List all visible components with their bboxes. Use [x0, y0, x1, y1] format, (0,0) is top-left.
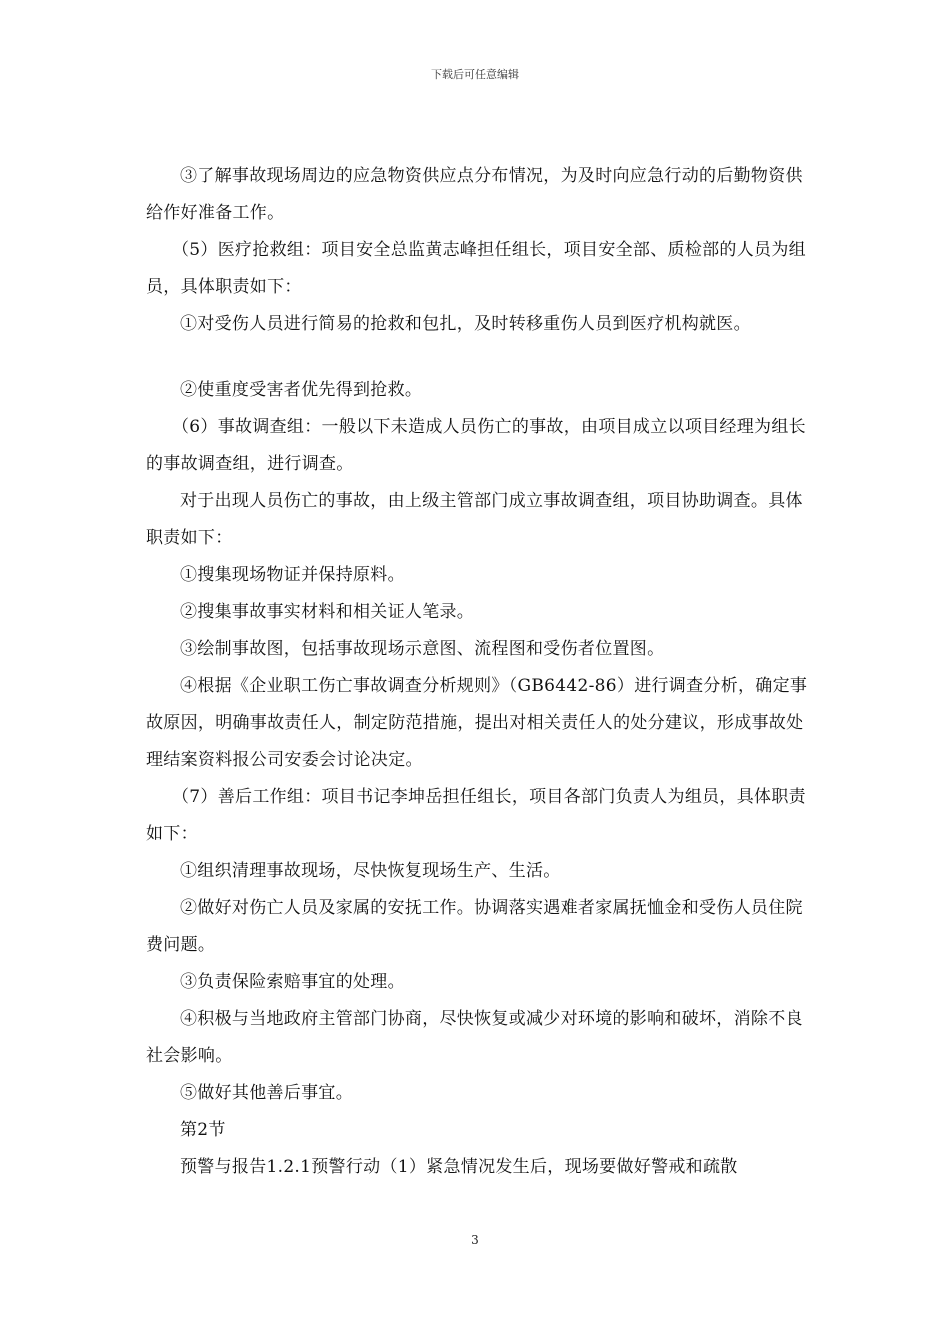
paragraph: ①组织清理事故现场，尽快恢复现场生产、生活。 — [180, 861, 561, 881]
paragraph: （7）善后工作组：项目书记李坤岳担任组长，项目各部门负责人为组员，具体职责如下： — [146, 787, 806, 844]
paragraph: ①对受伤人员进行简易的抢救和包扎，及时转移重伤人员到医疗机构就医。 — [180, 314, 751, 334]
paragraph: ③了解事故现场周边的应急物资供应点分布情况，为及时向应急行动的后勤物资供给作好准备工作。 — [146, 166, 803, 223]
document-body — [146, 158, 814, 1186]
paragraph: （5）医疗抢救组：项目安全总监黄志峰担任组长，项目安全部、质检部的人员为组员，具体职责如下： — [146, 240, 806, 297]
section-heading: 第2节 — [180, 1120, 226, 1140]
paragraph: 对于出现人员伤亡的事故，由上级主管部门成立事故调查组，项目协助调查。具体职责如下： — [146, 491, 803, 548]
paragraph: ④积极与当地政府主管部门协商，尽快恢复或减少对环境的影响和破坏，消除不良社会影响。 — [146, 1009, 803, 1066]
paragraph: ②做好对伤亡人员及家属的安抚工作。协调落实遇难者家属抚恤金和受伤人员住院费问题。 — [146, 898, 803, 955]
paragraph-gap — [146, 343, 814, 372]
paragraph: （6）事故调查组：一般以下未造成人员伤亡的事故，由项目成立以项目经理为组长的事故调查组，进行调查。 — [146, 417, 806, 474]
paragraph: ⑤做好其他善后事宜。 — [180, 1083, 353, 1103]
page-number: 3 — [471, 1233, 479, 1247]
paragraph: ①搜集现场物证并保持原料。 — [180, 565, 405, 585]
paragraph: 预警与报告1.2.1预警行动（1）紧急情况发生后，现场要做好警戒和疏散 — [180, 1157, 738, 1177]
paragraph: ④根据《企业职工伤亡事故调查分析规则》（GB6442-86）进行调查分析，确定事故原因，明确事故责任人，制定防范措施，提出对相关责任人的处分建议，形成事故处理结案资料报公司安委会讨论决定。 — [146, 676, 808, 770]
paragraph: ③负责保险索赔事宜的处理。 — [180, 972, 405, 992]
paragraph: ③绘制事故图，包括事故现场示意图、流程图和受伤者位置图。 — [180, 639, 665, 659]
paragraph: ②使重度受害者优先得到抢救。 — [180, 380, 423, 400]
page-header: 下载后可任意编辑 — [431, 68, 519, 81]
paragraph: ②搜集事故事实材料和相关证人笔录。 — [180, 602, 475, 622]
